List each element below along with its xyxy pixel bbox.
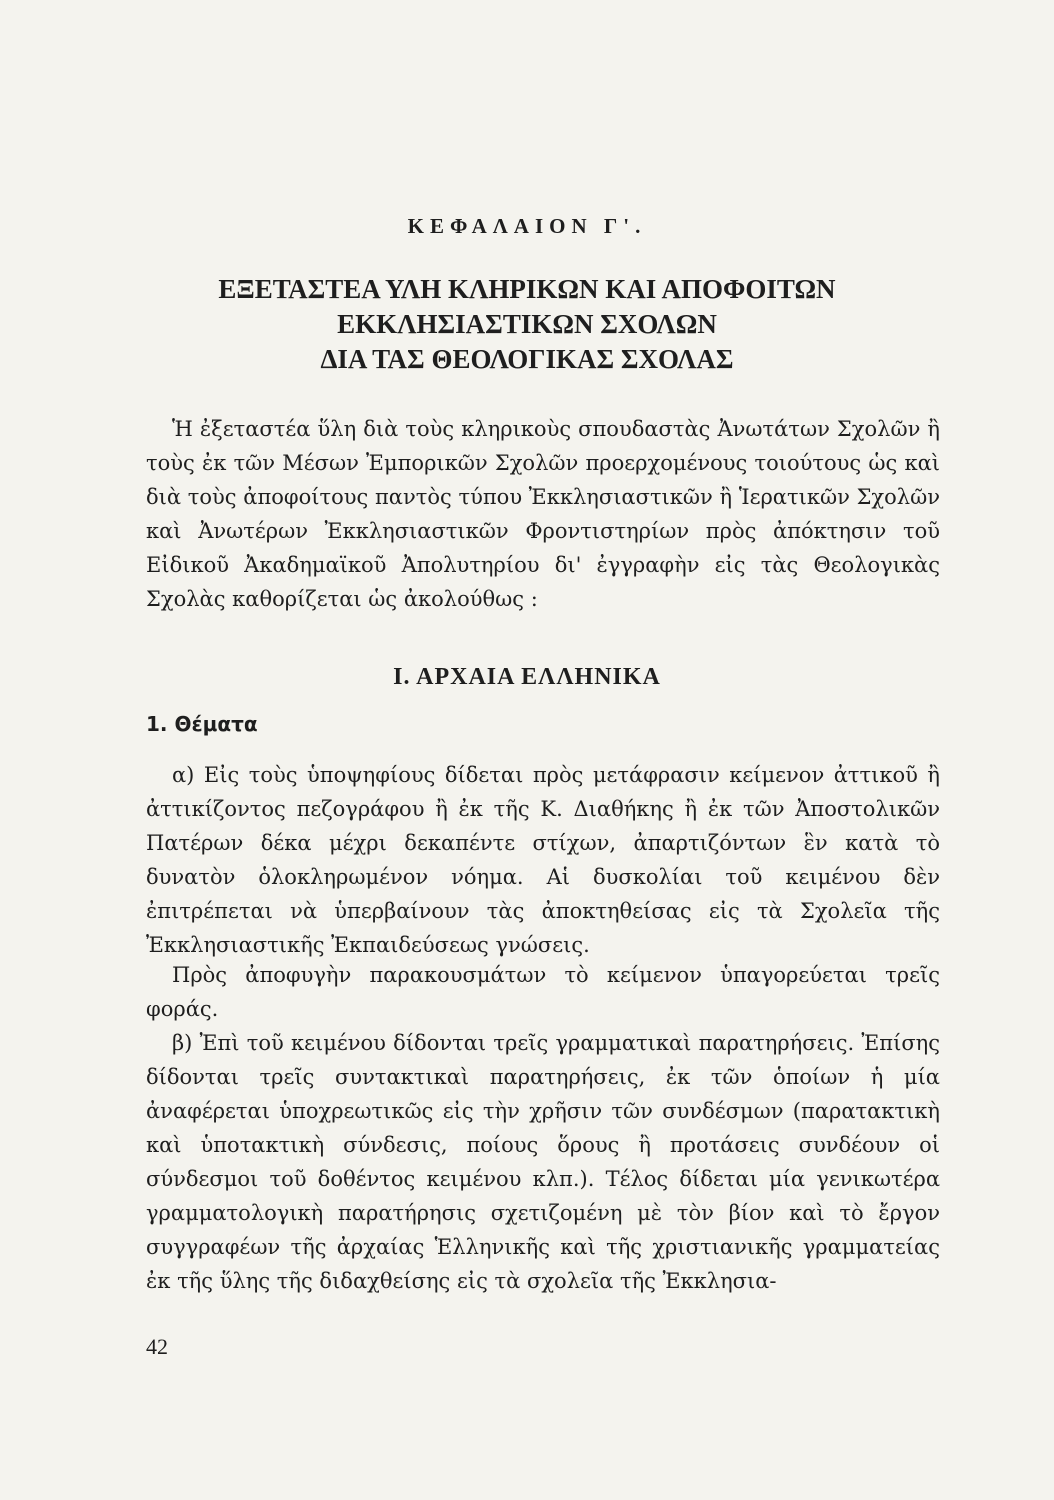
page-number: 42 [146,1334,168,1359]
chapter-title-line: ΕΞΕΤΑΣΤΕΑ ΥΛΗ ΚΛΗΡΙΚΩΝ ΚΑΙ ΑΠΟΦΟΙΤΩΝ [218,274,836,304]
chapter-title-line: ΕΚΚΛΗΣΙΑΣΤΙΚΩΝ ΣΧΟΛΩΝ [337,309,717,339]
chapter-title [0,272,1054,377]
paragraph-a: α) Εἰς τοὺς ὑποψηφίους δίδεται πρὸς μετάφρασιν κείμενον ἀττικοῦ ἢ ἀττικίζοντος πεζογράφου ἢ ἐκ τῆς Κ. Διαθήκης ἢ ἐκ τῶν Ἀποστολικῶν Πατέρων δέκα μέχρι δεκαπέντε στίχων, ἀπαρτιζόντων ἓν κατὰ τὸ δυνατὸν ὁλοκληρωμένον νόημα. Αἱ δυσκολίαι τοῦ κειμένου δὲν ἐπιτρέπεται νὰ ὑπερβαίνουν τὰς ἀποκτηθείσας εἰς τὰ Σχολεῖα τῆς Ἐκκλησιαστικῆς Ἐκπαιδεύσεως γνώσεις. [146,763,940,957]
paragraph-note: Πρὸς ἀποφυγὴν παρακουσμάτων τὸ κείμενον ὑπαγορεύεται τρεῖς φοράς. [146,963,940,1021]
subheading-topics: 1. Θέματα [146,712,258,736]
chapter-label: ΚΕΦΑΛΑΙΟΝ Γ'. [407,214,647,238]
intro-paragraph: Ἡ ἐξεταστέα ὕλη διὰ τοὺς κληρικοὺς σπουδαστὰς Ἀνωτάτων Σχολῶν ἢ τοὺς ἐκ τῶν Μέσων Ἐμπορικῶν Σχολῶν προερχομένους τοιούτους ὡς καὶ διὰ τοὺς ἀποφοίτους παντὸς τύπου Ἐκκλησιαστικῶν ἢ Ἱερατικῶν Σχολῶν καὶ Ἀνωτέρων Ἐκκλησιαστικῶν Φροντιστηρίων πρὸς ἀπόκτησιν τοῦ Εἰδικοῦ Ἀκαδημαϊκοῦ Ἀπολυτηρίου δι' ἐγγραφὴν εἰς τὰς Θεολογικὰς Σχολὰς καθορίζεται ὡς ἀκολούθως : [146,417,940,611]
chapter-title-line: ΔΙΑ ΤΑΣ ΘΕΟΛΟΓΙΚΑΣ ΣΧΟΛΑΣ [320,344,734,374]
paragraph-b: β) Ἐπὶ τοῦ κειμένου δίδονται τρεῖς γραμματικαὶ παρατηρήσεις. Ἐπίσης δίδονται τρεῖς συντακτικαὶ παρατηρήσεις, ἐκ τῶν ὁποίων ἡ μία ἀναφέρεται ὑποχρεωτικῶς εἰς τὴν χρῆσιν τῶν συνδέσμων (παρατακτικὴ καὶ ὑποτακτικὴ σύνδεσις, ποίους ὅρους ἢ προτάσεις συνδέουν οἱ σύνδεσμοι τοῦ δοθέντος κειμένου κλπ.). Τέλος δίδεται μία γενικωτέρα γραμματολογικὴ παρατήρησις σχετιζομένη μὲ τὸν βίον καὶ τὸ ἔργον συγγραφέων τῆς ἀρχαίας Ἑλληνικῆς καὶ τῆς χριστιανικῆς γραμματείας ἐκ τῆς ὕλης τῆς διδαχθείσης εἰς τὰ σχολεῖα τῆς Ἐκκλησια- [146,1031,940,1293]
section-heading: Ι. ΑΡΧΑΙΑ ΕΛΛΗΝΙΚΑ [393,664,661,690]
